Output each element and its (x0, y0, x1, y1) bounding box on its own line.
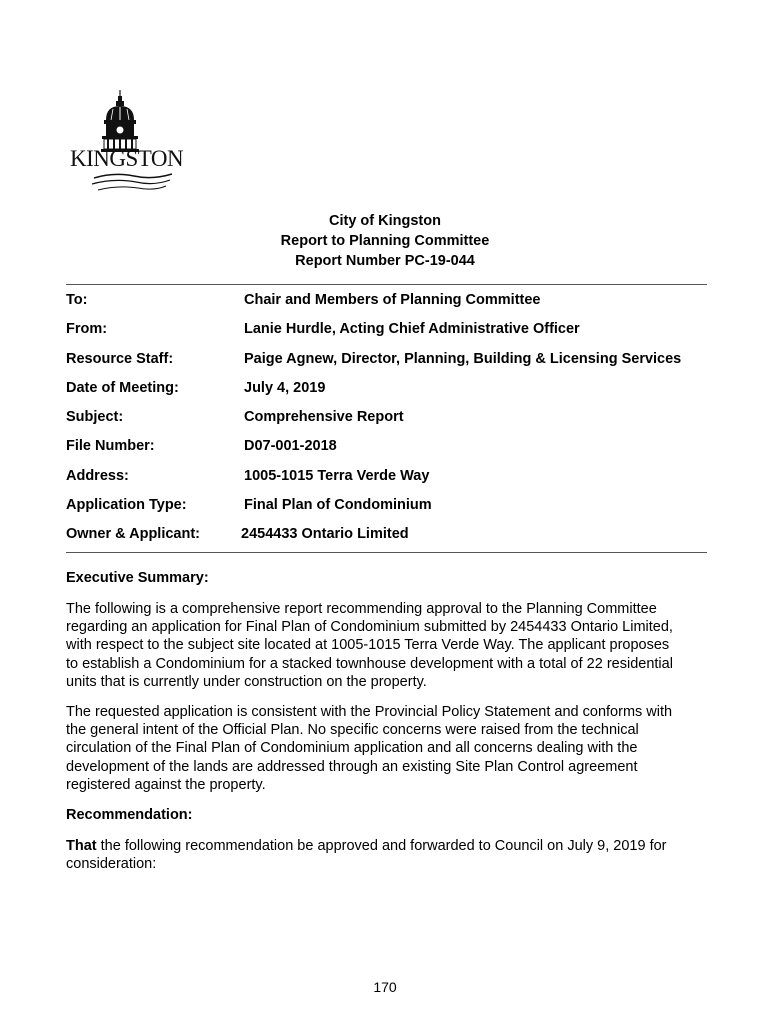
divider-bottom (66, 552, 707, 553)
recommendation-line-1: the following recommendation be approved and forwarded to Council on July 9, 2019 for (96, 838, 667, 855)
meta-label: Subject: (66, 409, 124, 426)
divider-top (66, 284, 707, 285)
text-line: regarding an application for Final Plan of Condominium submitted by 2454433 Ontario Limited, (66, 619, 673, 636)
recommendation-paragraph (66, 837, 706, 873)
meta-row-subject (66, 406, 716, 435)
meta-row-application-type (66, 494, 716, 523)
text-line: to establish a Condominium for a stacked townhouse development with a total of 22 residential (66, 655, 673, 672)
text-line: development of the lands are addressed through an existing Site Plan Control agreement (66, 758, 638, 775)
meta-value: D07-001-2018 (244, 438, 337, 455)
meta-row-owner-applicant (66, 523, 716, 552)
meta-value: Paige Agnew, Director, Planning, Building & Licensing Services (244, 350, 682, 367)
meta-row-from (66, 318, 716, 347)
meta-label: Owner & Applicant: (66, 526, 200, 543)
text-line: The following is a comprehensive report recommending approval to the Planning Committee (66, 601, 657, 617)
text-line: units that is currently under construction on the property. (66, 673, 427, 690)
header-report-to: Report to Planning Committee (280, 233, 490, 249)
text-line: the general intent of the Official Plan. No specific concerns were raised from the technical (66, 722, 639, 739)
meta-value: Comprehensive Report (244, 409, 404, 426)
meta-row-file-number (66, 435, 716, 464)
meta-label: File Number: (66, 438, 155, 455)
meta-label: Resource Staff: (66, 350, 174, 367)
text-line (66, 837, 706, 855)
meta-label: Application Type: (66, 497, 187, 514)
header-org: City of Kingston (329, 213, 441, 229)
executive-summary-paragraph-2 (66, 703, 706, 794)
text-line: with respect to the subject site located at 1005-1015 Terra Verde Way. The applicant proposes (66, 637, 670, 654)
kingston-logo (64, 88, 184, 198)
recommendation-heading: Recommendation: (66, 807, 193, 824)
meta-row-date (66, 377, 716, 406)
meta-value: Final Plan of Condominium (244, 497, 432, 514)
meta-value: Lanie Hurdle, Acting Chief Administrative Officer (244, 321, 580, 338)
recommendation-line-2: consideration: (66, 856, 157, 873)
report-body (66, 569, 706, 885)
meta-value: July 4, 2019 (244, 379, 326, 396)
report-meta (66, 289, 716, 553)
page-number: 170 (373, 979, 397, 995)
report-header (0, 211, 770, 271)
executive-summary-paragraph-1 (66, 600, 706, 691)
meta-value: Chair and Members of Planning Committee (244, 292, 541, 308)
meta-row-resource-staff (66, 348, 716, 377)
meta-label: Date of Meeting: (66, 379, 179, 396)
meta-value: 1005-1015 Terra Verde Way (244, 467, 430, 484)
text-line: The requested application is consistent with the Provincial Policy Statement and conforms with (66, 704, 673, 721)
recommendation-lead: That (66, 838, 97, 855)
meta-label: To: (66, 292, 88, 308)
meta-row-to (66, 289, 716, 318)
meta-value: 2454433 Ontario Limited (241, 526, 409, 543)
meta-label: From: (66, 321, 108, 338)
header-report-number: Report Number PC-19-044 (295, 253, 475, 269)
meta-label: Address: (66, 467, 129, 484)
executive-summary-heading: Executive Summary: (66, 570, 209, 586)
text-line: registered against the property. (66, 776, 266, 793)
logo-wordmark: KINGSTON (70, 146, 184, 171)
text-line: circulation of the Final Plan of Condominium application and all concerns dealing with the (66, 740, 638, 757)
city-hall-dome-icon (64, 88, 176, 198)
meta-row-address (66, 465, 716, 494)
